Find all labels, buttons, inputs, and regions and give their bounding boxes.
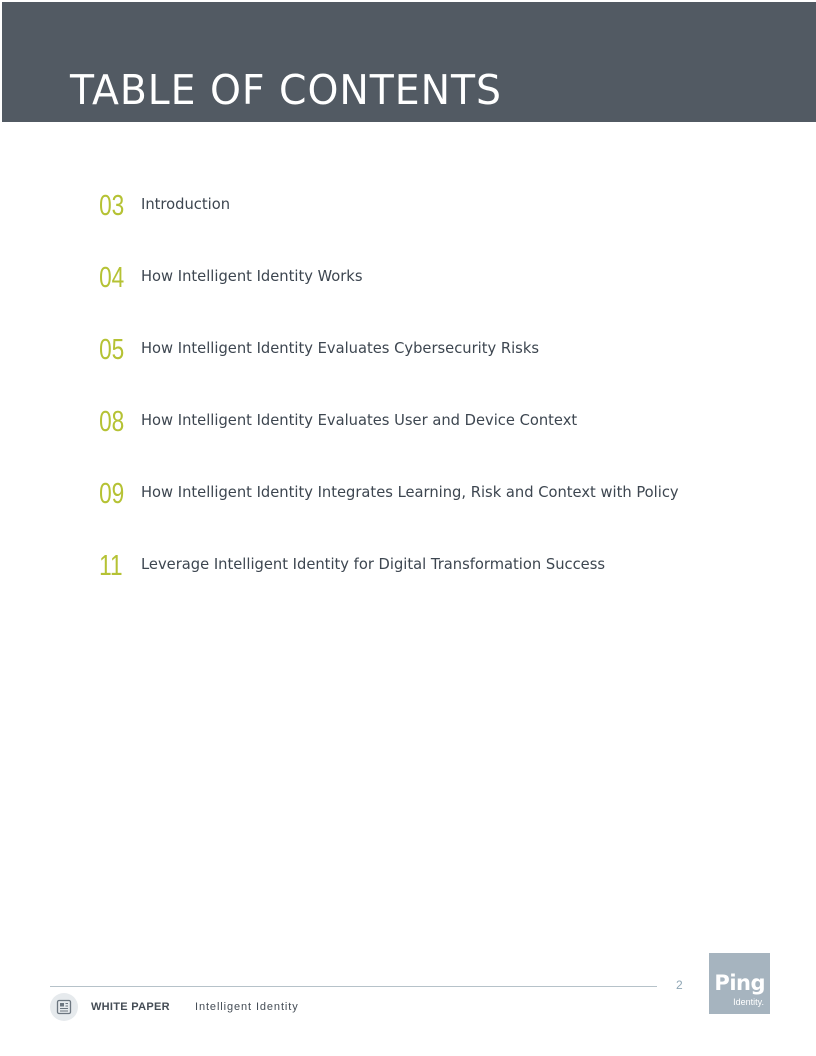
- logo-wordmark: Ping: [714, 971, 765, 995]
- toc-page-number: 08: [99, 406, 125, 438]
- document-subject: Intelligent Identity: [195, 1001, 299, 1013]
- toc-entry-title[interactable]: How Intelligent Identity Integrates Learning, Risk and Context with Policy: [141, 483, 679, 501]
- page-number: 2: [676, 978, 683, 992]
- toc-page-number: 11: [99, 550, 123, 582]
- toc-entry-introduction[interactable]: [0, 190, 816, 226]
- document-icon: [50, 993, 78, 1021]
- ping-identity-logo: [709, 953, 770, 1014]
- toc-entry-user-device-context[interactable]: [0, 406, 816, 442]
- toc-entry-policy-integration[interactable]: [0, 478, 816, 514]
- toc-entry-title[interactable]: Introduction: [141, 195, 231, 213]
- toc-entry-cybersecurity-risks[interactable]: [0, 334, 816, 370]
- toc-entry-title[interactable]: Leverage Intelligent Identity for Digital Transformation Success: [141, 555, 606, 573]
- toc-entry-title[interactable]: How Intelligent Identity Evaluates Cybersecurity Risks: [141, 339, 540, 357]
- page-title: TABLE OF CONTENTS: [70, 66, 502, 114]
- toc-entry-how-it-works[interactable]: [0, 262, 816, 298]
- footer-divider: [50, 986, 657, 987]
- toc-entry-title[interactable]: How Intelligent Identity Works: [141, 267, 363, 285]
- document-type: WHITE PAPER: [91, 1001, 170, 1013]
- toc-entry-digital-transformation[interactable]: [0, 550, 816, 586]
- toc-entry-title[interactable]: How Intelligent Identity Evaluates User and Device Context: [141, 411, 578, 429]
- toc-page-number: 03: [99, 190, 125, 222]
- toc-page-number: 05: [99, 334, 125, 366]
- logo-subtext: Identity.: [733, 997, 764, 1007]
- toc-page-number: 09: [99, 478, 125, 510]
- toc-page-number: 04: [99, 262, 125, 294]
